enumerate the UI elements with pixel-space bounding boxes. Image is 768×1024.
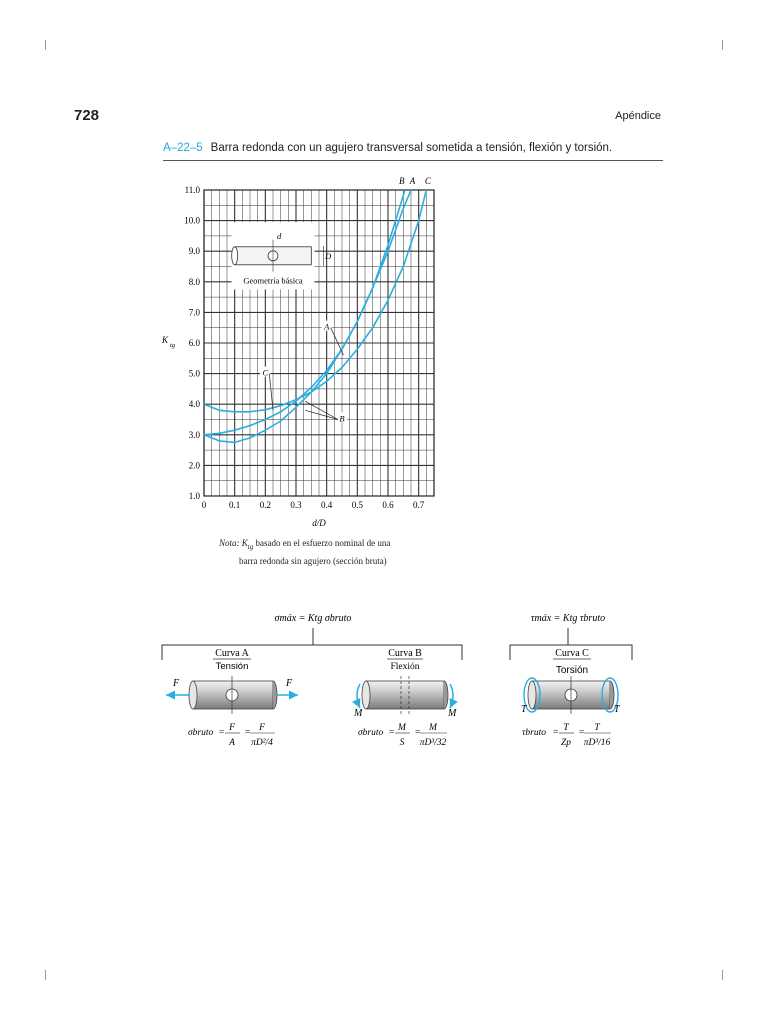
- inset-D-label: D: [325, 250, 332, 261]
- y-tick-label: 2.0: [188, 460, 200, 471]
- series-top-label: B: [399, 176, 405, 186]
- series-top-label: A: [409, 176, 416, 186]
- load-t-left: T: [521, 704, 527, 715]
- load-f-right: F: [286, 678, 293, 689]
- load-m-left: M: [354, 708, 363, 719]
- x-tick-label: 0.7: [413, 500, 425, 510]
- formula-a-num2: F: [259, 723, 265, 733]
- shaft-torsion: [524, 676, 618, 714]
- y-tick-label: 3.0: [188, 429, 200, 440]
- annotation-label: B: [339, 413, 345, 424]
- annotation-label: C: [262, 367, 269, 378]
- svg-text:=: =: [389, 728, 395, 738]
- y-tick-label: 7.0: [188, 307, 200, 318]
- x-tick-label: 0.5: [351, 500, 363, 510]
- torsion-formula: τmáx = Ktg τbruto: [530, 613, 606, 624]
- svg-text:=: =: [553, 728, 559, 738]
- svg-text:=: =: [415, 728, 421, 738]
- formula-b-den2: πD³/32: [419, 738, 447, 748]
- formula-b-den1: S: [399, 738, 405, 748]
- inset-label: Geometría básica: [243, 275, 303, 286]
- x-axis-label: d/D: [312, 518, 326, 528]
- y-axis-label-sub: tg: [170, 342, 176, 349]
- curve-c-subtitle: Torsión: [555, 665, 589, 676]
- svg-text:=: =: [219, 728, 225, 738]
- curve-a-title: Curva A: [215, 648, 249, 659]
- y-tick-label: 9.0: [188, 246, 200, 257]
- curve-b-title: Curva B: [388, 648, 422, 659]
- note-line2: barra redonda sin agujero (sección bruta): [239, 555, 387, 566]
- formula-b-num2: M: [429, 723, 437, 733]
- y-tick-label: 8.0: [188, 276, 200, 287]
- load-t-right: T: [614, 704, 620, 715]
- inset-d-label: d: [277, 230, 282, 241]
- formula-a-den2: πD²/4: [251, 738, 273, 748]
- shaft-tension: [166, 676, 298, 714]
- formula-c-num1: T: [563, 723, 569, 733]
- y-tick-label: 5.0: [188, 368, 200, 379]
- formula-c-num2: T: [594, 723, 600, 733]
- formula-c-den2: πD³/16: [583, 738, 611, 748]
- curve-a-subtitle: Tensión: [215, 661, 249, 672]
- note-prefix: Nota: K: [219, 538, 248, 548]
- figure-id: A–22–5: [163, 142, 203, 154]
- main-formula: σmáx = Ktg σbruto: [274, 613, 352, 624]
- svg-text:=: =: [245, 728, 251, 738]
- formula-a: [188, 723, 275, 748]
- y-tick-label: 10.0: [184, 215, 200, 226]
- shaft-bending: [357, 676, 453, 714]
- svg-text:=: =: [579, 728, 585, 738]
- x-tick-label: 0.3: [290, 500, 302, 510]
- formula-a-num1: F: [229, 723, 235, 733]
- section-name: Apéndice: [615, 110, 661, 122]
- figure-title: Barra redonda con un agujero transversal sometida a tensión, flexión y torsión.: [210, 142, 613, 154]
- load-m-right: M: [448, 708, 457, 719]
- formula-b: [358, 723, 447, 748]
- formula-c: [522, 723, 611, 748]
- x-tick-label: 0.2: [259, 500, 271, 510]
- formula-b-lhs: σbruto: [358, 728, 384, 738]
- page-number: 728: [74, 107, 100, 124]
- curve-c-title: Curva C: [555, 648, 589, 659]
- y-tick-label: 11.0: [184, 185, 200, 195]
- formula-b-num1: M: [398, 723, 406, 733]
- y-axis-label: K: [162, 335, 169, 345]
- load-f-left: F: [173, 678, 180, 689]
- x-tick-label: 0.4: [321, 500, 333, 510]
- curve-b-subtitle: Flexión: [390, 662, 420, 672]
- annotation-label: A: [324, 321, 330, 332]
- formula-c-den1: Zp: [560, 738, 572, 748]
- x-tick-label: 0.6: [382, 500, 394, 510]
- note-line1: basado en el esfuerzo nominal de una: [253, 538, 391, 548]
- formula-a-lhs: σbruto: [188, 728, 214, 738]
- y-tick-label: 1.0: [188, 491, 200, 501]
- note-sub: tg: [247, 542, 254, 551]
- x-tick-label: 0.1: [229, 500, 241, 510]
- x-tick-label: 0: [201, 500, 207, 510]
- series-top-label: C: [424, 176, 431, 186]
- y-tick-label: 6.0: [188, 338, 200, 348]
- formula-a-den1: A: [229, 738, 235, 748]
- formula-c-lhs: τbruto: [522, 728, 546, 738]
- y-tick-label: 4.0: [188, 399, 200, 410]
